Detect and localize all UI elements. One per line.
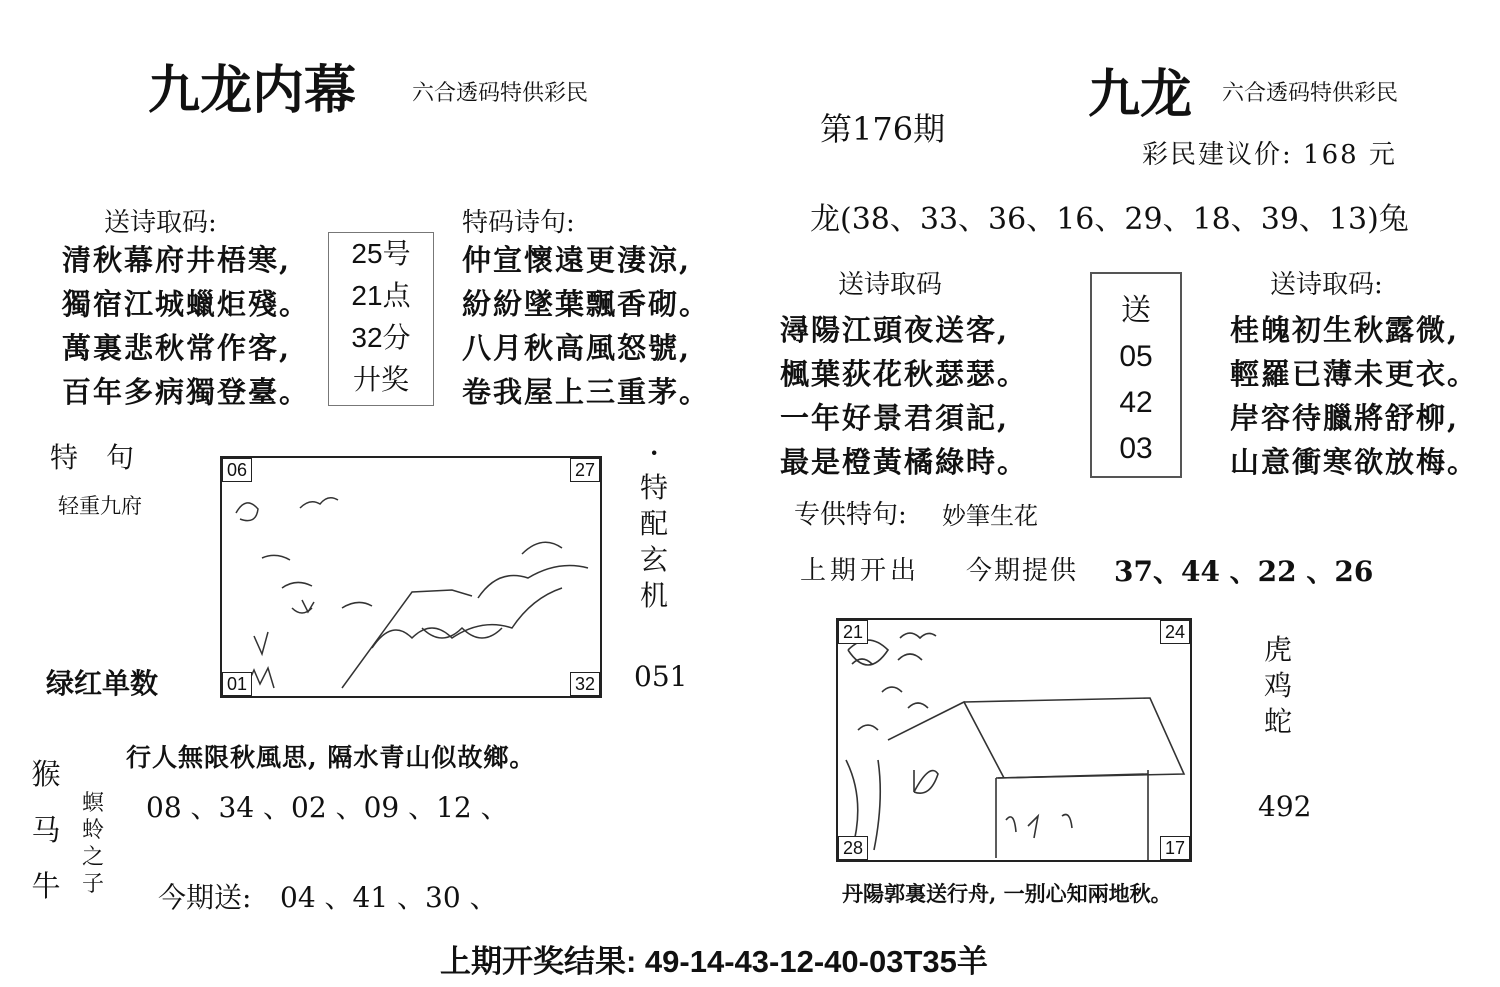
picture-number-tl: 06 xyxy=(222,458,252,482)
right-verse: 丹陽郭裏送行舟, 一别心知兩地秋。 xyxy=(842,881,1172,906)
vertical-char: 牛 xyxy=(31,869,61,903)
vertical-char: 配 xyxy=(639,507,668,540)
vertical-char: 猴 xyxy=(31,757,61,791)
lvhong-label: 绿红单数 xyxy=(46,667,159,700)
left-subtitle: 六合透码特供彩民 xyxy=(412,81,589,106)
vertical-char: 马 xyxy=(31,813,61,847)
picture-number-tr: 27 xyxy=(570,458,600,482)
price-line: 彩民建议价: 168 元 xyxy=(1142,140,1397,170)
box-line: 25号 xyxy=(351,238,411,269)
numbers-line: 08 、34 、02 、09 、12 、 xyxy=(146,791,509,824)
box-line: 42 xyxy=(1119,386,1153,419)
right-title: 九龙 xyxy=(1088,64,1193,125)
box-line: 32分 xyxy=(351,322,411,353)
special-header: 特码诗句: xyxy=(462,208,575,238)
right-sketch-picture xyxy=(836,618,1192,862)
poem-line: 仲宣懷遠更淒涼, xyxy=(462,243,692,277)
te-ju-label: 特 句 xyxy=(50,441,135,474)
right-dot: · xyxy=(650,438,659,467)
picture-number-br: 17 xyxy=(1160,836,1190,860)
picture-number-bl: 01 xyxy=(222,672,252,696)
poem-line: 卷我屋上三重茅。 xyxy=(462,375,711,409)
poem-line: 紛紛墜葉飄香砌。 xyxy=(462,287,711,321)
poem-line: 輕羅已薄未更衣。 xyxy=(1230,357,1479,391)
jinqi-label: 今期送: xyxy=(158,881,252,914)
box-line: 05 xyxy=(1119,340,1153,373)
number-051: 051 xyxy=(634,660,688,693)
vertical-char: 之 xyxy=(81,845,104,870)
vertical-char: 蛉 xyxy=(81,818,104,843)
vertical-char: 蛇 xyxy=(1263,705,1292,738)
vertical-char: 鸡 xyxy=(1263,669,1292,702)
box-line: 21点 xyxy=(351,280,411,311)
house-sketch xyxy=(838,620,1190,860)
right-subtitle: 六合透码特供彩民 xyxy=(1222,81,1399,106)
left-verse: 行人無限秋風思, 隔水青山似故鄉。 xyxy=(126,743,536,772)
left-poem xyxy=(62,238,310,414)
right-poem-header-2: 送诗取码: xyxy=(1270,270,1383,300)
picture-number-bl: 28 xyxy=(838,836,868,860)
left-title: 九龙内幕 xyxy=(148,60,357,121)
mingling-vertical xyxy=(78,790,108,898)
poem-line: 岸容待臘將舒柳, xyxy=(1230,401,1460,435)
vertical-char: 螟 xyxy=(81,791,104,816)
provide-numbers: 37、44 、22 、26 xyxy=(1114,555,1374,588)
right-poem-header-1: 送诗取码 xyxy=(838,270,943,300)
left-poem-header: 送诗取码: xyxy=(104,208,217,238)
footer-results: 上期开奖结果: 49-14-43-12-40-03T35羊 xyxy=(440,944,988,979)
left-center-box xyxy=(328,232,434,406)
left-zodiac-vertical xyxy=(28,746,64,914)
picture-number-br: 32 xyxy=(570,672,600,696)
picture-number-tl: 21 xyxy=(838,620,868,644)
right-poem-1 xyxy=(780,308,1028,484)
special-text: 妙筆生花 xyxy=(942,502,1038,530)
box-line: 03 xyxy=(1119,432,1153,465)
box-line: 廾奖 xyxy=(352,364,409,395)
dragon-line: 龙(38、33、36、16、29、18、39、13)兔 xyxy=(810,202,1409,237)
poem-line: 潯陽江頭夜送客, xyxy=(780,313,1010,347)
poem-line: 一年好景君須記, xyxy=(780,401,1010,435)
poem-line: 楓葉荻花秋瑟瑟。 xyxy=(780,357,1029,391)
provide-label: 今期提供 xyxy=(966,556,1079,586)
poem-line: 萬裏悲秋常作客, xyxy=(62,331,292,365)
vertical-char: 虎 xyxy=(1263,633,1292,666)
left-sketch-picture xyxy=(220,456,602,698)
picture-number-tr: 24 xyxy=(1160,620,1190,644)
special-label: 专供特句: xyxy=(794,500,907,530)
right-center-box xyxy=(1090,272,1182,478)
poem-line: 清秋幕府井梧寒, xyxy=(62,243,292,277)
issue-number: 第176期 xyxy=(820,110,946,148)
number-492: 492 xyxy=(1258,790,1312,823)
vertical-char: 子 xyxy=(81,872,104,897)
te-ju-text: 轻重九府 xyxy=(58,494,142,518)
box-line: 送 xyxy=(1121,294,1151,327)
poem-line: 百年多病獨登臺。 xyxy=(62,375,311,409)
te-pei-xuan-ji xyxy=(636,470,672,614)
poem-line: 獨宿江城蠟炬殘。 xyxy=(62,287,311,321)
last-issue-label: 上期开出 xyxy=(800,556,921,586)
landscape-sketch xyxy=(222,458,600,696)
vertical-char: 机 xyxy=(639,579,668,612)
right-zodiac-vertical xyxy=(1260,632,1296,740)
vertical-char: 特 xyxy=(639,471,668,504)
poem-line: 山意衝寒欲放梅。 xyxy=(1230,445,1479,479)
jinqi-numbers: 04 、41 、30 、 xyxy=(280,881,498,914)
poem-line: 最是橙黃橘綠時。 xyxy=(780,445,1029,479)
special-poem xyxy=(462,238,710,414)
right-poem-2 xyxy=(1230,308,1478,484)
vertical-char: 玄 xyxy=(639,543,668,576)
poem-line: 桂魄初生秋露微, xyxy=(1230,313,1460,347)
poem-line: 八月秋高風怒號, xyxy=(462,331,692,365)
